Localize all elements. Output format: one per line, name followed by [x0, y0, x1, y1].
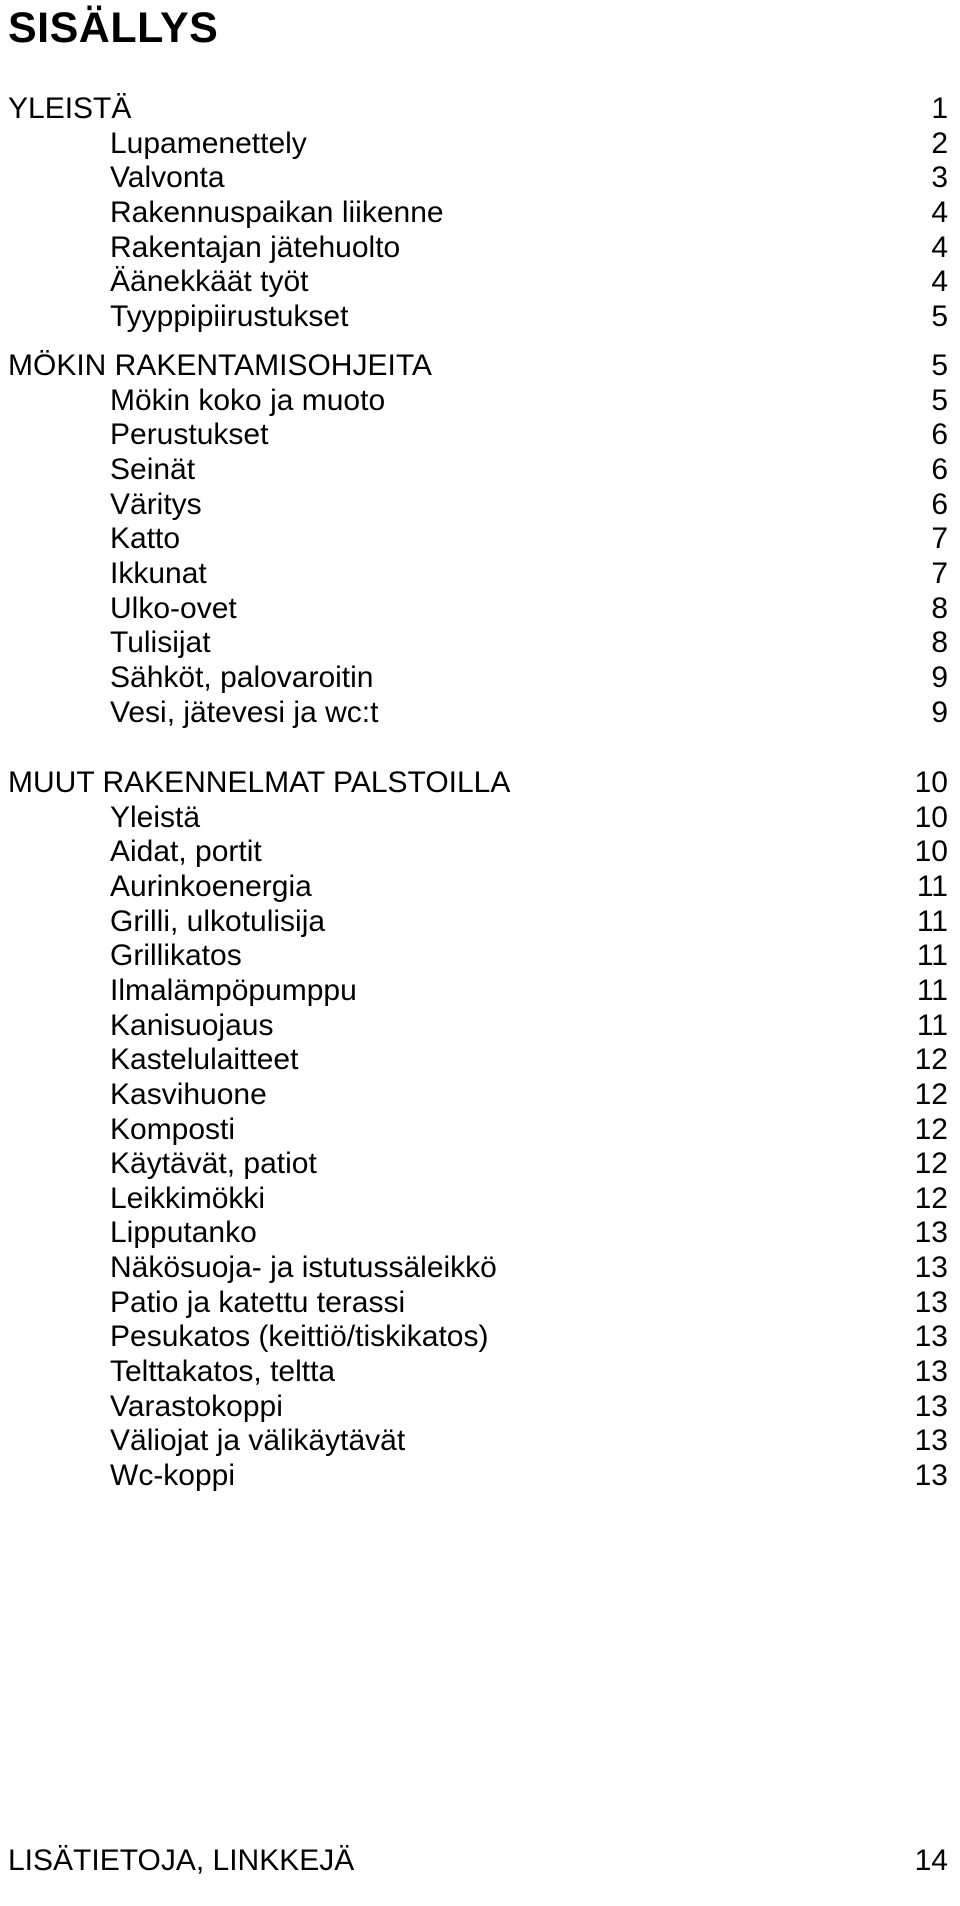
toc-entry-label: Väliojat ja välikäytävät — [110, 1424, 406, 1457]
toc-entry-page-number: 7 — [931, 522, 948, 555]
toc-section-page-number: 10 — [914, 766, 948, 799]
toc-entry-label: Patio ja katettu terassi — [110, 1286, 406, 1319]
toc-entry-page-number: 6 — [931, 418, 948, 451]
toc-entry-label: Rakentajan jätehuolto — [110, 231, 401, 264]
toc-entry-page-number: 8 — [931, 626, 948, 659]
toc-entry-row[interactable] — [0, 1455, 960, 1497]
toc-entry-page-number: 13 — [914, 1251, 948, 1284]
toc-entry-label: Yleistä — [110, 801, 201, 834]
toc-entry-page-number: 11 — [916, 974, 948, 1007]
toc-entry-label: Rakennuspaikan liikenne — [110, 196, 444, 229]
toc-section-label: MÖKIN RAKENTAMISOHJEITA — [8, 349, 432, 382]
toc-entry-label: Lipputanko — [110, 1216, 257, 1249]
toc-entry-page-number: 6 — [931, 488, 948, 521]
toc-entry-label: Leikkimökki — [110, 1182, 266, 1215]
toc-entry-page-number: 13 — [914, 1390, 948, 1423]
toc-section-page-number: 5 — [931, 349, 948, 382]
toc-entry-page-number: 12 — [914, 1147, 948, 1180]
toc-entry-label: Ilmalämpöpumppu — [110, 974, 357, 1007]
toc-entry-label: Telttakatos, teltta — [110, 1355, 336, 1388]
toc-entry-page-number: 2 — [931, 127, 948, 160]
toc-entry-page-number: 3 — [931, 161, 948, 194]
toc-entry-label: Tyyppipiirustukset — [110, 300, 349, 333]
toc-entry-label: Kasvihuone — [110, 1078, 267, 1111]
toc-entry-label: Katto — [110, 522, 181, 555]
toc-section-label: LISÄTIETOJA, LINKKEJÄ — [8, 1844, 355, 1877]
toc-entry-label: Aurinkoenergia — [110, 870, 312, 903]
toc-entry-label: Väritys — [110, 488, 202, 521]
toc-entry-page-number: 11 — [916, 870, 948, 903]
toc-entry-page-number: 12 — [914, 1113, 948, 1146]
toc-entry-label: Varastokoppi — [110, 1390, 283, 1423]
toc-entry-label: Seinät — [110, 453, 196, 486]
toc-entry-label: Vesi, jätevesi ja wc:t — [110, 696, 379, 729]
toc-entry-page-number: 13 — [914, 1286, 948, 1319]
toc-entry-label: Käytävät, patiot — [110, 1147, 317, 1180]
toc-entry-page-number: 7 — [931, 557, 948, 590]
toc-entry-page-number: 12 — [914, 1078, 948, 1111]
toc-entry-page-number: 13 — [914, 1320, 948, 1353]
toc-entry-label: Ikkunat — [110, 557, 207, 590]
toc-entry-label: Perustukset — [110, 418, 269, 451]
toc-entry-page-number: 13 — [914, 1459, 948, 1492]
toc-entry-page-number: 8 — [931, 592, 948, 625]
toc-entry-page-number: 11 — [916, 905, 948, 938]
toc-entry-page-number: 4 — [931, 231, 948, 264]
toc-entry-row[interactable] — [0, 296, 960, 338]
page-title: SISÄLLYS — [8, 4, 219, 52]
toc-entry-page-number: 12 — [914, 1043, 948, 1076]
toc-entry-page-number: 6 — [931, 453, 948, 486]
toc-entry-page-number: 11 — [916, 939, 948, 972]
toc-entry-page-number: 12 — [914, 1182, 948, 1215]
toc-entry-label: Aidat, portit — [110, 835, 262, 868]
toc-section-page-number: 14 — [914, 1844, 948, 1877]
toc-entry-page-number: 4 — [931, 265, 948, 298]
toc-entry-page-number: 13 — [914, 1355, 948, 1388]
toc-entry-label: Näkösuoja- ja istutussäleikkö — [110, 1251, 497, 1284]
toc-entry-label: Pesukatos (keittiö/tiskikatos) — [110, 1320, 489, 1353]
toc-entry-page-number: 5 — [931, 384, 948, 417]
toc-entry-label: Kastelulaitteet — [110, 1043, 299, 1076]
toc-entry-page-number: 10 — [914, 801, 948, 834]
toc-entry-label: Lupamenettely — [110, 127, 307, 160]
toc-entry-label: Mökin koko ja muoto — [110, 384, 386, 417]
toc-entry-label: Äänekkäät työt — [110, 265, 309, 298]
toc-entry-page-number: 5 — [931, 300, 948, 333]
toc-entry-page-number: 9 — [931, 696, 948, 729]
toc-section-page-number: 1 — [931, 92, 948, 125]
toc-entry-label: Sähköt, palovaroitin — [110, 661, 374, 694]
toc-entry-label: Tulisijat — [110, 626, 211, 659]
toc-entry-page-number: 10 — [914, 835, 948, 868]
toc-entry-label: Wc-koppi — [110, 1459, 236, 1492]
toc-entry-label: Valvonta — [110, 161, 225, 194]
toc-entry-label: Kanisuojaus — [110, 1009, 274, 1042]
toc-entry-page-number: 13 — [914, 1424, 948, 1457]
toc-section-row[interactable] — [0, 1840, 960, 1882]
toc-entry-label: Komposti — [110, 1113, 236, 1146]
toc-entry-page-number: 11 — [916, 1009, 948, 1042]
toc-section-label: MUUT RAKENNELMAT PALSTOILLA — [8, 766, 511, 799]
toc-entry-page-number: 13 — [914, 1216, 948, 1249]
toc-entry-label: Grillikatos — [110, 939, 242, 972]
toc-entry-page-number: 4 — [931, 196, 948, 229]
toc-entry-label: Ulko-ovet — [110, 592, 237, 625]
toc-section-label: YLEISTÄ — [8, 92, 132, 125]
toc-entry-row[interactable] — [0, 692, 960, 734]
toc-entry-label: Grilli, ulkotulisija — [110, 905, 326, 938]
toc-entry-page-number: 9 — [931, 661, 948, 694]
